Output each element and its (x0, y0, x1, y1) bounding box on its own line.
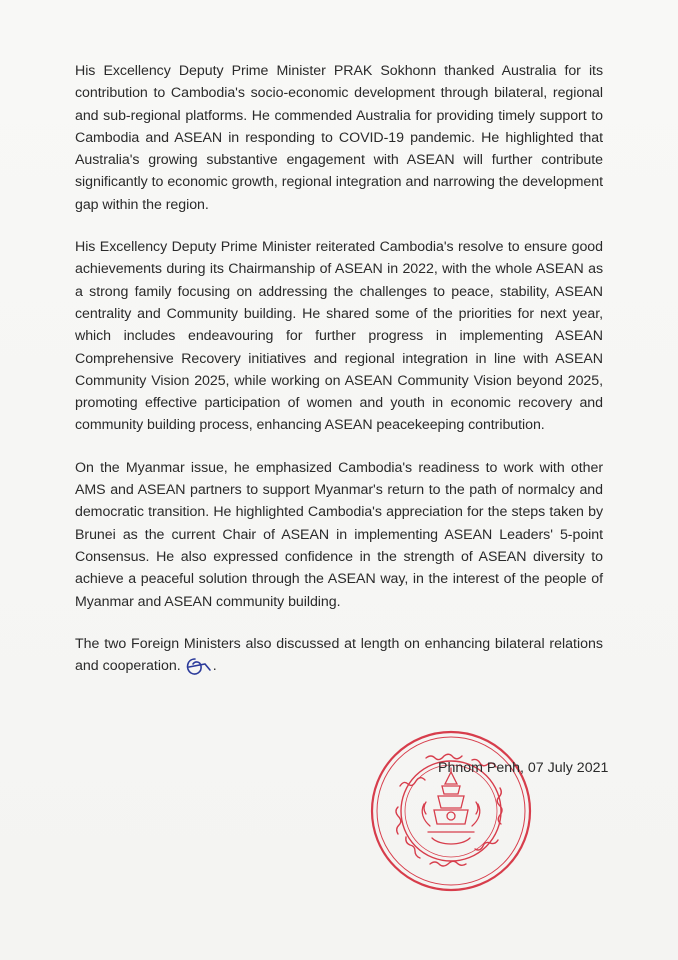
paragraph-1: His Excellency Deputy Prime Minister PRAK Sokhonn thanked Australia for its contribution to Cambodia's socio-economic development through bilateral, regional and sub-regional platforms. He commended Australia for providing timely support to Cambodia and ASEAN in responding to COVID-19 pandemic. He highlighted that Australia's growing substantive engagement with ASEAN will further contribute significantly to economic growth, regional integration and narrowing the development gap within the region. (75, 63, 603, 213)
paragraph-2: His Excellency Deputy Prime Minister reiterated Cambodia's resolve to ensure good achievements during its Chairmanship of ASEAN in 2022, with the whole ASEAN as a strong family focusing on addressing the challenges to peace, stability, ASEAN centrality and Community building. He shared some of the priorities for next year, which includes endeavouring for further progress in implementing ASEAN Comprehensive Recovery initiatives and regional integration in line with ASEAN Community Vision 2025, while working on ASEAN Community Vision beyond 2025, promoting effective participation of women and youth in economic recovery and community building process, enhancing ASEAN peacekeeping contribution. (75, 239, 603, 434)
dateline: Phnom Penh, 07 July 2021 (438, 760, 609, 776)
official-seal-icon (368, 728, 534, 894)
handwritten-initials-icon (183, 655, 213, 677)
paragraph-4 (75, 633, 603, 678)
closing-text: The two Foreign Ministers also discussed at length on enhancing bilateral relations and cooperation. (75, 635, 603, 675)
paragraph-3: On the Myanmar issue, he emphasized Cambodia's readiness to work with other AMS and ASEAN partners to support Myanmar's return to the path of normalcy and democratic transition. He highlighted Cambodia's appreciation for the steps taken by Brunei as the current Chair of ASEAN in implementing ASEAN Leaders' 5-point Consensus. He also expressed confidence in the strength of ASEAN diversity to achieve a peaceful solution through the ASEAN way, in the interest of the people of Myanmar and ASEAN community building. (75, 459, 603, 610)
document-body (75, 60, 603, 677)
closing-period: . (212, 658, 217, 675)
